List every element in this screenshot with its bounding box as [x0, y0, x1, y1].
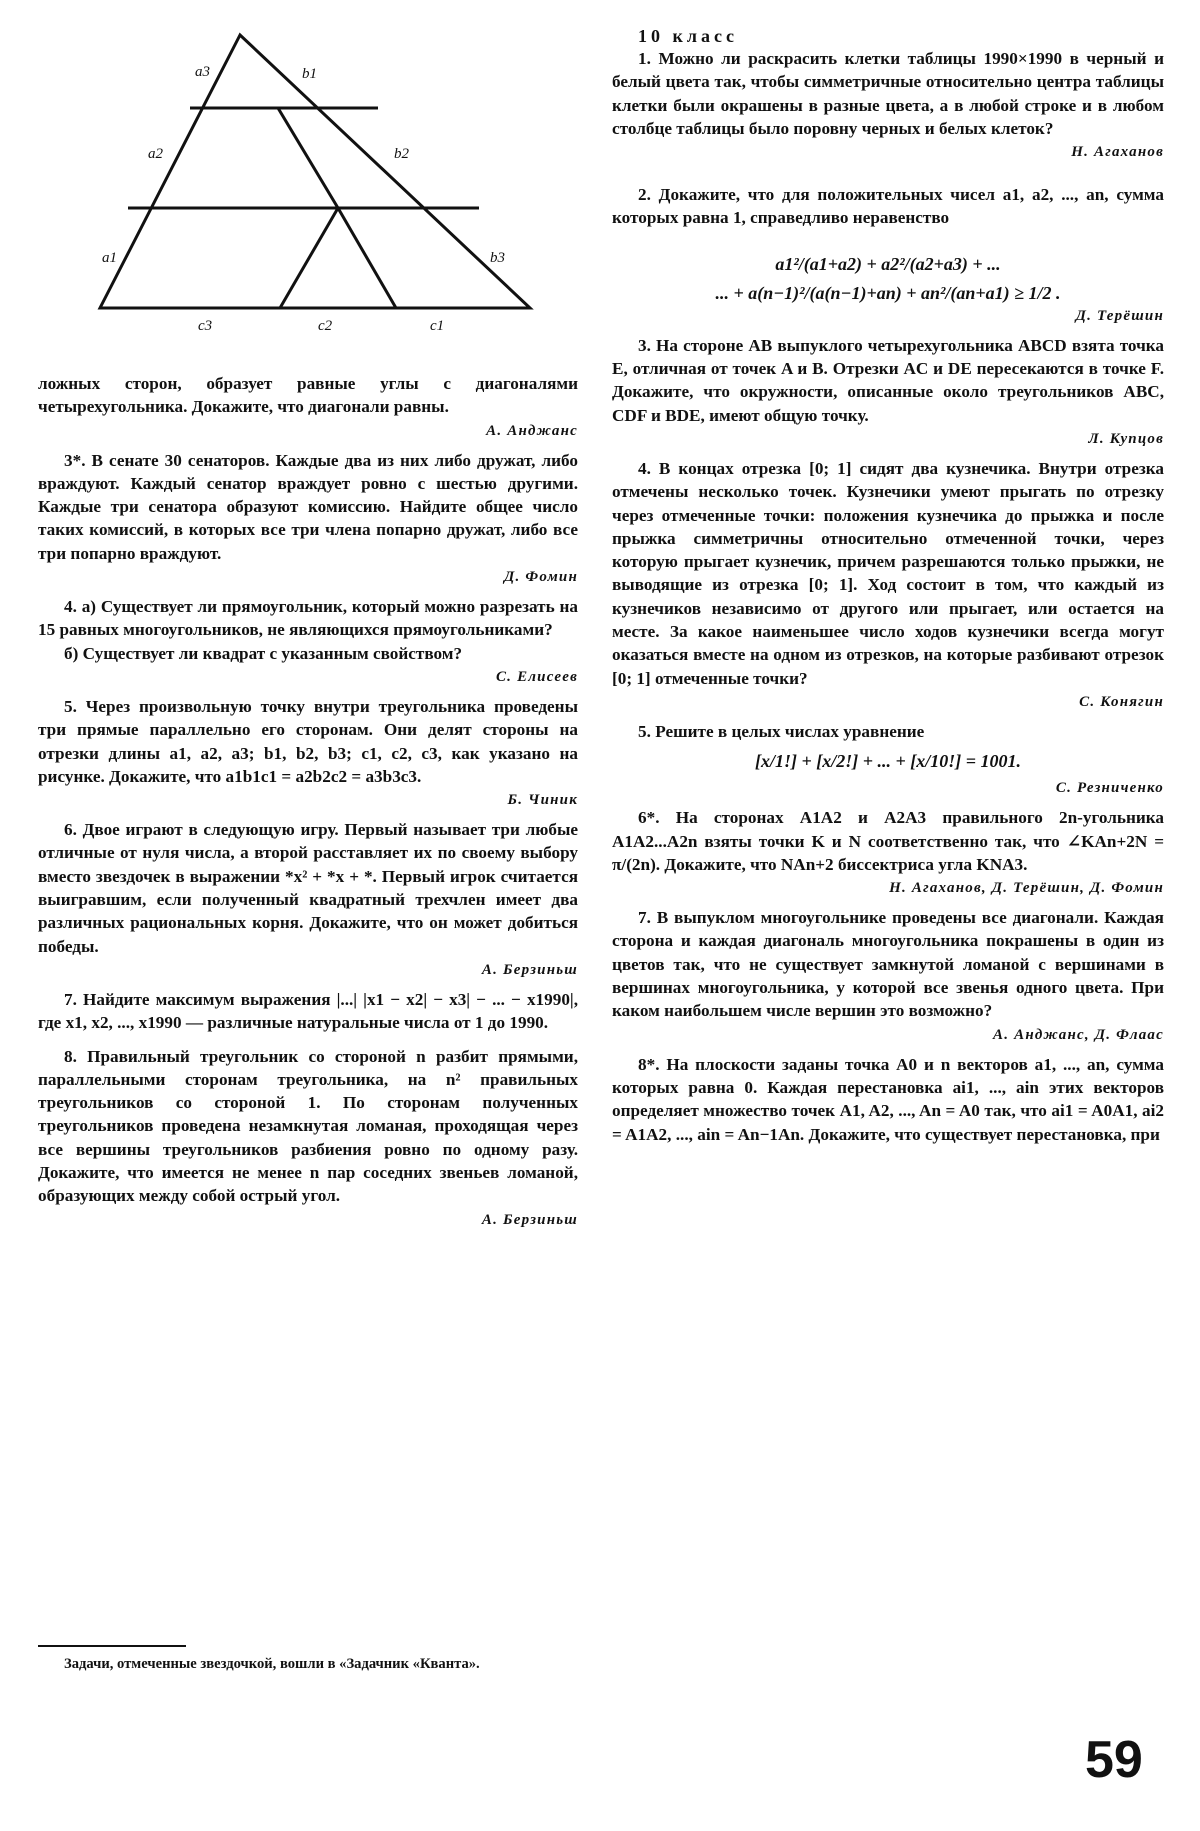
label-a1: a1 [102, 250, 117, 266]
left-column [38, 372, 578, 1238]
label-c2: c2 [318, 318, 333, 334]
problem-4b: б) Существует ли квадрат с указанным свойством? [64, 643, 463, 663]
author: Н. Агаханов [1071, 144, 1164, 161]
formula-r2-line2: ... + a(n−1)²/(a(n−1)+an) + an²/(an+a1) ≥ 1/2 . [715, 282, 1061, 303]
author: Д. Терёшин [1075, 307, 1164, 324]
label-c3: c3 [198, 318, 213, 334]
right-column [612, 18, 1164, 1146]
problem-6: 6. Двое играют в следующую игру. Первый называет три любые отличные от нуля числа, а второй расставляет их по своему выбору вместо звездочек в выражении *x² + *x + *. Первый игрок считается выигравшим, если полученный квадратный трехчлен имеет два различных рациональных корня. Докажите, что он может добиться победы. [38, 820, 578, 956]
formula-r2-line1: a1²/(a1+a2) + a2²/(a2+a3) + ... [775, 253, 1001, 274]
author: С. Резниченко [1055, 780, 1164, 797]
problem-5: 5. Через произвольную точку внутри треугольника проведены три прямые параллельно его сторонам. Они делят стороны на отрезки длины a1, a2, a3; b1, b2, b3; c1, c2, c3, как указано на рисунке. Докажите, что a1b1c1 = a2b2c2 = a3b3c3. [38, 696, 578, 786]
page-number: 59 [1085, 1731, 1143, 1789]
problem-3: 3*. В сенате 30 сенаторов. Каждые два из них либо дружат, либо враждуют. Каждый сенатор враждует ровно с шестью другими. Каждые три сенатора образуют комиссию. Найдите общее число таких комиссий, в которых все три члена попарно дружат, либо все три попарно враждуют. [38, 450, 578, 563]
problem-r1: 1. Можно ли раскрасить клетки таблицы 1990×1990 в черный и белый цвета так, чтобы симметричные относительно центра таблицы клетки были окрашены в разные цвета, а в любой строке и в любом столбце таблицы было поровну черных и белых клеток? [612, 49, 1164, 138]
problem-4a: 4. а) Существует ли прямоугольник, который можно разрезать на 15 равных многоугольников, не являющихся прямоугольниками? [38, 597, 578, 640]
triangle-figure [90, 30, 540, 350]
label-a3: a3 [195, 64, 210, 80]
grade-heading: 10 класс [638, 26, 738, 46]
author: Л. Купцов [1088, 430, 1164, 447]
problem-r3: 3. На стороне AB выпуклого четырехугольника ABCD взята точка E, отличная от точек A и B. Отрезки AC и DE пересекаются в точке F. Докажите, что окружности, описанные около треугольников ABC, CDF и BDE, имеют общую точку. [612, 335, 1164, 425]
label-a2: a2 [148, 146, 163, 162]
footnote-rule [38, 1645, 186, 1647]
problem-r8: 8*. На плоскости заданы точка A0 и n векторов a1, ..., an, сумма которых равна 0. Каждая перестановка ai1, ..., ain этих векторов определяет множество точек A1, A2, ..., An = A0 так, что ai1 = A0A1, ai2 = A1A2, ..., ain = An−1An. Докажите, что существует перестановка, при [612, 1054, 1164, 1144]
footnote: Задачи, отмеченные звездочкой, вошли в «Задачник «Кванта». [64, 1656, 480, 1672]
author: Д. Фомин [504, 569, 578, 586]
author: А. Берзиньш [481, 961, 578, 978]
label-b2: b2 [394, 146, 409, 162]
author: С. Елисеев [495, 668, 578, 685]
author: А. Анджанс [486, 422, 578, 439]
label-b3: b3 [490, 250, 505, 266]
problem-7: 7. Найдите максимум выражения |...| |x1 − x2| − x3| − ... − x1990|, где x1, x2, ..., x1990 — различные натуральные числа от 1 до 1990. [38, 989, 578, 1033]
author: Б. Чиник [507, 792, 578, 809]
author: Н. Агаханов, Д. Терёшин, Д. Фомин [889, 880, 1164, 897]
problem-cont: ложных сторон, образует равные углы с диагоналями четырехугольника. Докажите, что диагонали равны. [38, 374, 578, 417]
author: С. Конягин [1079, 693, 1164, 710]
formula-r5: [x/1!] + [x/2!] + ... + [x/10!] = 1001. [754, 751, 1021, 772]
problem-8: 8. Правильный треугольник со стороной n разбит прямыми, параллельными сторонам треугольника, на n² правильных треугольников со стороной 1. По сторонам полученных треугольников проведена незамкнутая ломаная, проходящая через все вершины треугольников разбиения ровно по одному разу. Докажите, что имеется не менее n пар соседних звеньев ломаной, образующих между собой острый угол. [38, 1046, 578, 1206]
author: А. Берзиньш [481, 1211, 578, 1228]
author: А. Анджанс, Д. Флаас [993, 1026, 1164, 1043]
problem-r4: 4. В концах отрезка [0; 1] сидят два кузнечика. Внутри отрезка отмечены несколько точек. Кузнечики умеют прыгать по отрезку через отмеченные точки: положения кузнечика до прыжка и после прыжка симметричны относительно отмеченной точки, через которую прыгает кузнечик, причем разрешаются только прыжки, не выводящие из отрезка [0; 1]. Ход состоит в том, что каждый из кузнечиков независимо от другого или прыгает, или остается на месте. За какое наименьшее число ходов кузнечики всегда могут оказаться вместе на одном из отрезков, на которые разбивают отрезок [0; 1] отмеченные точки? [612, 458, 1164, 688]
problem-r5: 5. Решите в целых числах уравнение [638, 721, 925, 741]
problem-r2: 2. Докажите, что для положительных чисел a1, a2, ..., an, сумма которых равна 1, справедливо неравенство [612, 185, 1164, 228]
problem-r7: 7. В выпуклом многоугольнике проведены все диагонали. Каждая сторона и каждая диагональ многоугольника покрашены в один из цветов так, что не существует замкнутой ломаной с вершинами в вершинах многоугольника, у которой все звенья одного цвета. При каком наибольшем числе вершин это возможно? [612, 908, 1164, 1021]
label-c1: c1 [430, 318, 445, 334]
problem-r6: 6*. На сторонах A1A2 и A2A3 правильного 2n-угольника A1A2...A2n взяты точки K и N соответственно так, что ∠KAn+2N = π/(2n). Докажите, что NAn+2 биссектриса угла KNA3. [612, 808, 1164, 874]
label-b1: b1 [302, 66, 317, 82]
